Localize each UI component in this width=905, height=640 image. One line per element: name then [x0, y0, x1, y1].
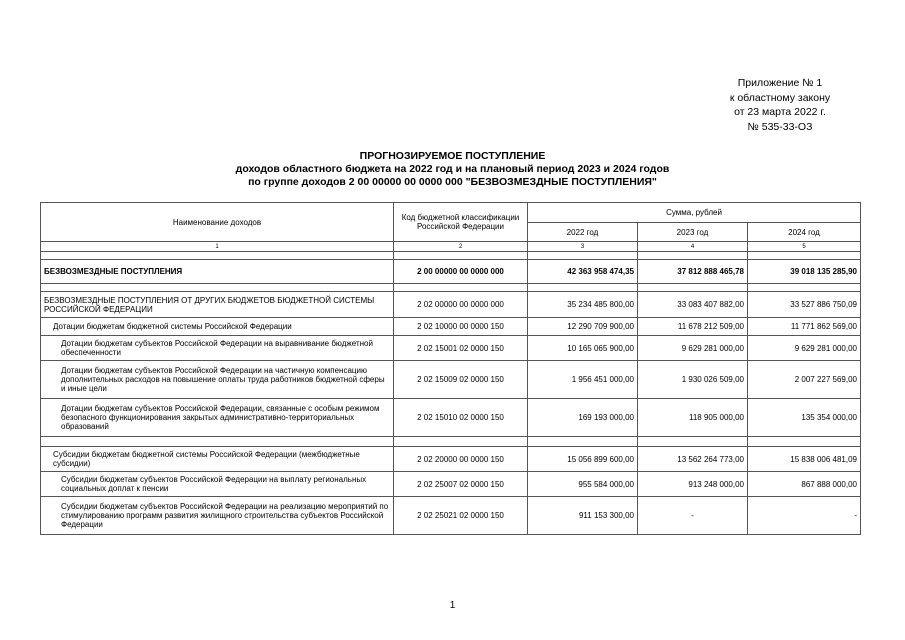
spacer-row: [41, 437, 861, 447]
row-name: Дотации бюджетам субъектов Российской Федерации, связанные с особым режимом безопасного функционирования закрытых административно-территориальных образований: [41, 399, 394, 437]
row-code: 2 02 15001 02 0000 150: [394, 336, 528, 361]
row-code: 2 02 15009 02 0000 150: [394, 361, 528, 399]
row-value-2023: 118 905 000,00: [638, 399, 748, 437]
page-number: 1: [449, 600, 456, 611]
spacer-row: [41, 252, 861, 260]
appendix-line: от 23 марта 2022 г.: [734, 106, 826, 118]
table-row: [41, 361, 861, 399]
column-header-code: Код бюджетной классификации Российской Федерации: [394, 203, 528, 242]
row-value-2024: 39 018 135 285,90: [748, 260, 861, 284]
column-header-2024: 2024 год: [748, 223, 861, 242]
row-name: Дотации бюджетам бюджетной системы Российской Федерации: [41, 318, 394, 336]
row-value-2024: 867 888 000,00: [748, 472, 861, 497]
row-code: 2 02 00000 00 0000 000: [394, 292, 528, 318]
table-row: [41, 292, 861, 318]
column-index: 5: [748, 242, 861, 252]
column-header-2022: 2022 год: [528, 223, 638, 242]
row-value-2023: 13 562 264 773,00: [638, 447, 748, 472]
revenue-table: [40, 202, 861, 535]
column-header-name: Наименование доходов: [41, 203, 394, 242]
row-value-2024: 2 007 227 569,00: [748, 361, 861, 399]
table-row: [41, 497, 861, 535]
row-value-2023: 11 678 212 509,00: [638, 318, 748, 336]
row-code: 2 02 25007 02 0000 150: [394, 472, 528, 497]
row-code: 2 02 25021 02 0000 150: [394, 497, 528, 535]
document-group-line: по группе доходов 2 00 00000 00 0000 000 "БЕЗВОЗМЕЗДНЫЕ ПОСТУПЛЕНИЯ": [248, 176, 657, 188]
table-row: [41, 318, 861, 336]
table-row: [41, 399, 861, 437]
appendix-line: к областному закону: [729, 91, 831, 104]
row-name: Субсидии бюджетам субъектов Российской Федерации на реализацию мероприятий по стимулированию программ развития жилищного строительства субъектов Российской Федерации: [41, 497, 394, 535]
row-value-2024: 9 629 281 000,00: [748, 336, 861, 361]
row-value-2022: 10 165 065 900,00: [528, 336, 638, 361]
row-name: Субсидии бюджетам бюджетной системы Российской Федерации (межбюджетные субсидии): [41, 447, 394, 472]
appendix-line: Приложение № 1: [737, 77, 823, 89]
row-name: Дотации бюджетам субъектов Российской Федерации на частичную компенсацию дополнительных расходов на повышение оплаты труда работников бюджетной сферы и иные цели: [41, 361, 394, 399]
spacer-row: [41, 284, 861, 292]
row-value-2024: 11 771 862 569,00: [748, 318, 861, 336]
row-value-2024: 33 527 886 750,09: [748, 292, 861, 318]
appendix-block: [700, 76, 860, 134]
row-code: 2 02 15010 02 0000 150: [394, 399, 528, 437]
row-code: 2 02 20000 00 0000 150: [394, 447, 528, 472]
row-value-2024: 135 354 000,00: [748, 399, 861, 437]
row-name: Дотации бюджетам субъектов Российской Федерации на выравнивание бюджетной обеспеченности: [41, 336, 394, 361]
row-value-2022: 42 363 958 474,35: [528, 260, 638, 284]
row-value-2023: -: [638, 497, 748, 535]
table-row: [41, 336, 861, 361]
row-code: 2 02 10000 00 0000 150: [394, 318, 528, 336]
row-value-2023: 37 812 888 465,78: [638, 260, 748, 284]
row-code: 2 00 00000 00 0000 000: [394, 260, 528, 284]
row-value-2022: 911 153 300,00: [528, 497, 638, 535]
row-value-2022: 15 056 899 600,00: [528, 447, 638, 472]
column-index: 3: [528, 242, 638, 252]
table-header-row: [41, 203, 861, 223]
table-row: [41, 447, 861, 472]
row-value-2024: 15 838 006 481,09: [748, 447, 861, 472]
column-index: 2: [394, 242, 528, 252]
table-row: [41, 472, 861, 497]
row-value-2022: 169 193 000,00: [528, 399, 638, 437]
row-value-2023: 1 930 026 509,00: [638, 361, 748, 399]
row-value-2022: 1 956 451 000,00: [528, 361, 638, 399]
table-row: [41, 260, 861, 284]
row-value-2024: -: [748, 497, 861, 535]
document-title: ПРОГНОЗИРУЕМОЕ ПОСТУПЛЕНИЕ: [359, 150, 546, 162]
row-value-2022: 12 290 709 900,00: [528, 318, 638, 336]
document-heading: [0, 150, 905, 189]
row-name: БЕЗВОЗМЕЗДНЫЕ ПОСТУПЛЕНИЯ: [41, 260, 394, 284]
row-name: БЕЗВОЗМЕЗДНЫЕ ПОСТУПЛЕНИЯ ОТ ДРУГИХ БЮДЖЕТОВ БЮДЖЕТНОЙ СИСТЕМЫ РОССИЙСКОЙ ФЕДЕРАЦИИ: [41, 292, 394, 318]
row-value-2022: 35 234 485 800,00: [528, 292, 638, 318]
appendix-line: № 535-33-ОЗ: [747, 120, 813, 133]
column-index: 1: [41, 242, 394, 252]
column-index: 4: [638, 242, 748, 252]
column-header-2023: 2023 год: [638, 223, 748, 242]
row-value-2023: 913 248 000,00: [638, 472, 748, 497]
row-value-2022: 955 584 000,00: [528, 472, 638, 497]
row-value-2023: 33 083 407 882,00: [638, 292, 748, 318]
row-name: Субсидии бюджетам субъектов Российской Федерации на выплату региональных социальных доплат к пенсии: [41, 472, 394, 497]
row-value-2023: 9 629 281 000,00: [638, 336, 748, 361]
document-subtitle: доходов областного бюджета на 2022 год и на плановый период 2023 и 2024 годов: [235, 163, 670, 175]
column-index-row: [41, 242, 861, 252]
column-header-sum: Сумма, рублей: [528, 203, 861, 223]
